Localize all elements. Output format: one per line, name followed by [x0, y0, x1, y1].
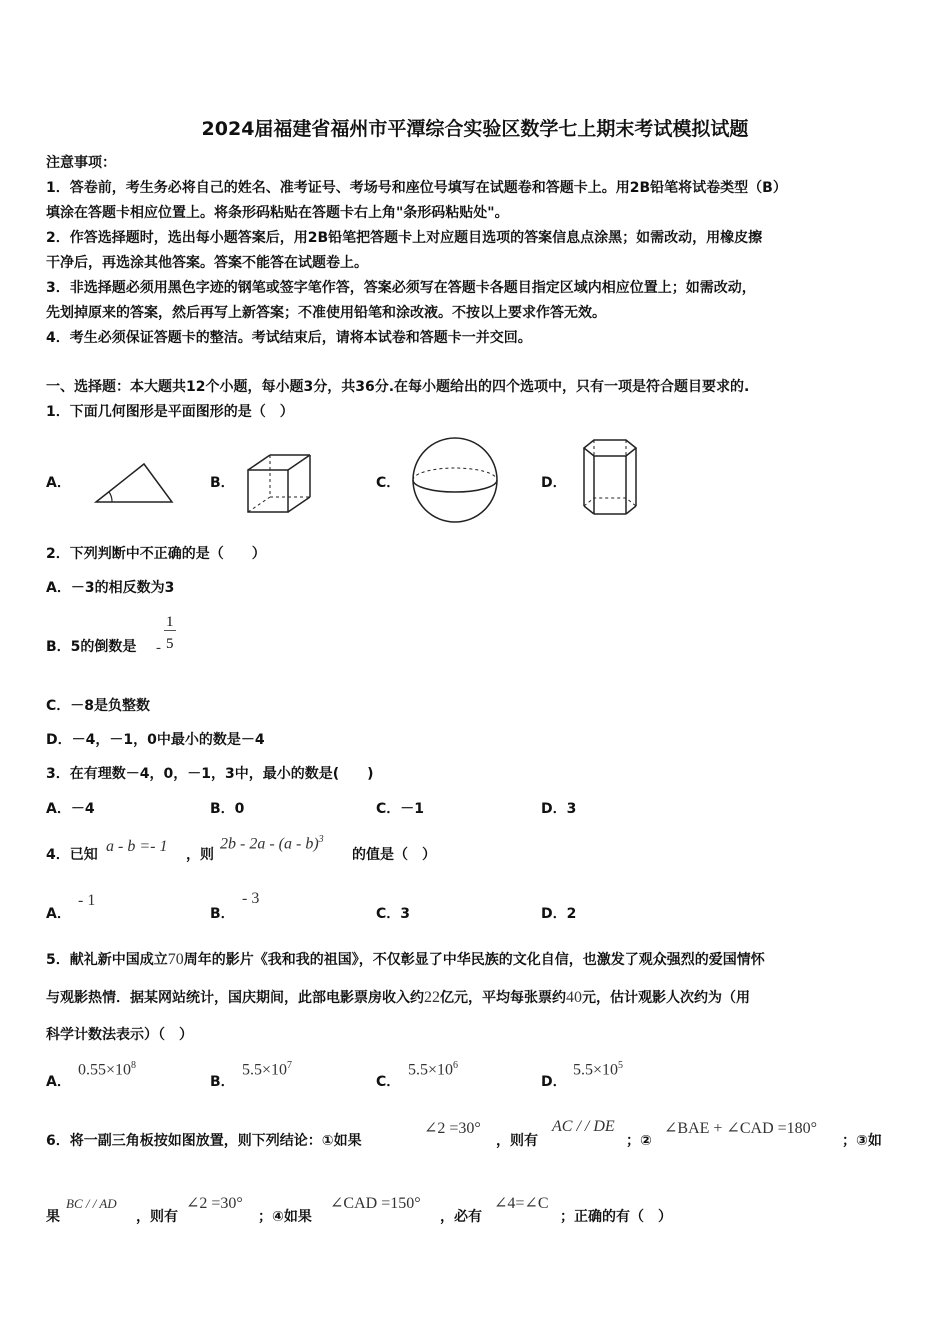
q5-line2 [46, 989, 750, 1007]
q4-option-b-label: B． [210, 906, 235, 922]
q2-b-fraction [164, 614, 176, 652]
q5-option-d-label: D． [541, 1074, 567, 1090]
q5-option-a-value [78, 1060, 136, 1079]
q4-option-a-label: A． [46, 906, 71, 922]
notice-line: 3．非选择题必须用黑色字迹的钢笔或签字笔作答，答案必须写在答题卡各题目指定区域内相应位置上；如需改动， [46, 280, 756, 296]
q1-option-d-label: D． [541, 475, 567, 491]
section-heading: 一、选择题：本大题共12个小题，每小题3分，共36分.在每小题给出的四个选项中，只有一项是符合题目要求的. [46, 379, 750, 395]
q5-text: 周年的影片《我和我的祖国》，不仅彰显了中华民族的文化自信，也激发了观众强烈的爱国情怀 [183, 952, 765, 968]
q3-option-c: C．－1 [376, 801, 425, 817]
q6-text: 果 [46, 1209, 60, 1225]
q4-stem-prefix: 4．已知 [46, 847, 98, 863]
value-base: 5.5×10 [408, 1061, 454, 1079]
q2-option-a: A．－3的相反数为3 [46, 580, 175, 596]
value-exp: 8 [131, 1060, 137, 1071]
notice-line: 干净后，再选涂其他答案。答案不能答在试题卷上。 [46, 255, 368, 271]
q6-math: ∠4=∠C [494, 1195, 549, 1212]
q6-math: ∠CAD =150° [330, 1195, 421, 1212]
triangle-figure [74, 444, 186, 526]
q4-condition: a - b =- 1 [106, 838, 168, 855]
q4-stem-mid: ，则 [186, 847, 214, 863]
notice-line: 4．考生必须保证答题卡的整洁。考试结束后，请将本试卷和答题卡一并交回。 [46, 330, 532, 346]
q5-option-c-label: C． [376, 1074, 401, 1090]
q5-option-c-value [408, 1060, 458, 1079]
q3-option-a: A．－4 [46, 801, 95, 817]
q5-option-a-label: A． [46, 1074, 71, 1090]
q5-number: 40 [566, 989, 582, 1006]
q4-expression-exp: 3 [318, 834, 324, 845]
q1-option-c-label: C． [376, 475, 401, 491]
value-base: 0.55×10 [78, 1061, 132, 1079]
sphere-figure [404, 432, 508, 528]
q4-option-a-value: - 1 [78, 892, 96, 909]
value-base: 5.5×10 [573, 1061, 619, 1079]
q6-math: ∠2 =30° [424, 1120, 481, 1137]
q3-option-b: B．0 [210, 801, 245, 817]
q4-expression-base: 2b - 2a - (a - b) [220, 835, 319, 853]
q6-text: ；③如 [842, 1133, 882, 1149]
q6-math: ∠2 =30° [186, 1195, 243, 1212]
q5-option-b-value [242, 1060, 292, 1079]
q5-text: 亿元，平均每张票约 [440, 990, 566, 1006]
q5-option-d-value [573, 1060, 623, 1079]
notice-line: 1．答卷前，考生务必将自己的姓名、准考证号、考场号和座位号填写在试题卷和答题卡上。用2B铅笔将试卷类型（B） [46, 180, 787, 196]
q1-option-a-label: A． [46, 475, 71, 491]
q6-math: AC / / DE [552, 1118, 615, 1135]
q5-number: 22 [424, 989, 440, 1006]
value-exp: 7 [287, 1060, 293, 1071]
notice-heading: 注意事项： [46, 155, 116, 171]
q6-text: ；④如果 [258, 1209, 312, 1225]
q4-stem-suffix: 的值是（ ） [352, 847, 436, 863]
q5-text: 元，估计观影人次约为（用 [582, 990, 750, 1006]
hexagonal-prism-figure [570, 434, 650, 528]
q2-option-b: B．5的倒数是 [46, 639, 137, 655]
q4-expression [220, 834, 324, 853]
page-title: 2024届福建省福州市平潭综合实验区数学七上期末考试模拟试题 [201, 118, 749, 140]
fraction-denominator: 5 [166, 636, 174, 652]
q2-b-sign: - [156, 640, 161, 656]
fraction-numerator: 1 [166, 614, 174, 630]
q3-option-d: D．3 [541, 801, 577, 817]
value-base: 5.5×10 [242, 1061, 288, 1079]
q2-option-d: D．－4，－1，0中最小的数是－4 [46, 732, 265, 748]
q6-text: ；② [626, 1133, 652, 1149]
q2-option-c: C．－8是负整数 [46, 698, 151, 714]
notice-line: 2．作答选择题时，选出每小题答案后，用2B铅笔把答题卡上对应题目选项的答案信息点涂黑；如需改动，用橡皮擦 [46, 230, 763, 246]
q4-option-c: C．3 [376, 906, 411, 922]
q6-text: ，则有 [136, 1209, 178, 1225]
q5-text: 与观影热情．据某网站统计，国庆期间，此部电影票房收入约 [46, 990, 424, 1006]
q6-math: BC / / AD [66, 1196, 117, 1211]
notice-line: 先划掉原来的答案，然后再写上新答案；不准使用铅笔和涂改液。不按以上要求作答无效。 [46, 305, 606, 321]
value-exp: 6 [453, 1060, 459, 1071]
q5-number: 70 [167, 951, 184, 968]
q4-option-d: D．2 [541, 906, 577, 922]
q6-text: ，则有 [496, 1133, 538, 1149]
q2-stem: 2．下列判断中不正确的是（ ） [46, 546, 266, 562]
cube-figure [238, 445, 328, 525]
q1-option-b-label: B． [210, 475, 235, 491]
q5-option-b-label: B． [210, 1074, 235, 1090]
q6-text: 6．将一副三角板按如图放置，则下列结论：①如果 [46, 1133, 362, 1149]
q5-text: 5．献礼新中国成立 [46, 952, 168, 968]
q4-option-b-value: - 3 [242, 890, 260, 907]
q6-text: ，必有 [440, 1209, 482, 1225]
q6-math: ∠BAE + ∠CAD =180° [664, 1120, 818, 1137]
q3-stem: 3．在有理数－4，0，－1，3中，最小的数是( ) [46, 766, 374, 782]
q5-line3: 科学计数法表示）（ ） [46, 1027, 193, 1043]
q5-line1 [46, 951, 765, 969]
q6-text: ；正确的有（ ） [560, 1209, 672, 1225]
notice-line: 填涂在答题卡相应位置上。将条形码粘贴在答题卡右上角"条形码粘贴处"。 [46, 205, 509, 221]
q1-stem: 1．下面几何图形是平面图形的是（ ） [46, 404, 294, 420]
value-exp: 5 [618, 1060, 624, 1071]
